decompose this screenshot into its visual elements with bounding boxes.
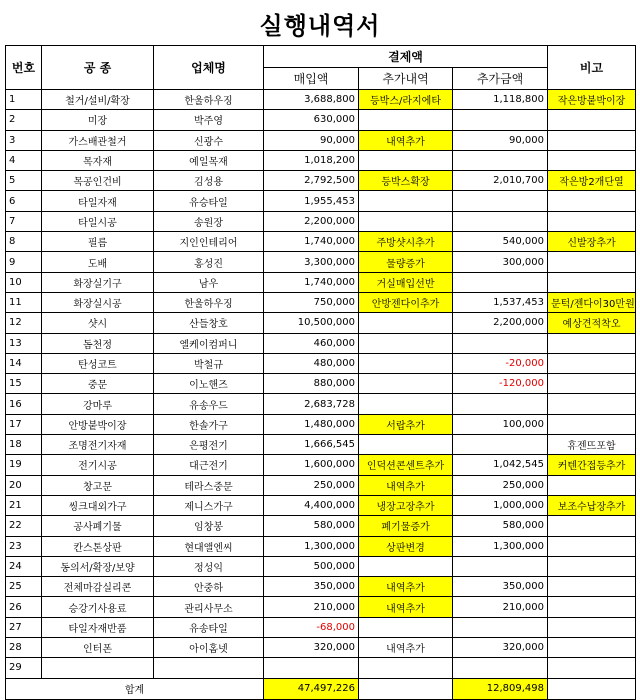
row-add-detail: 상판변경: [359, 536, 453, 556]
table-row: [6, 394, 636, 414]
row-number: 11: [6, 292, 42, 312]
table-row: [6, 516, 636, 536]
row-company: 관리사무소: [154, 597, 264, 617]
row-company: 제니스가구: [154, 495, 264, 515]
table-row: [6, 414, 636, 434]
row-add-detail: 주방샷시추가: [359, 232, 453, 252]
row-purchase: 2,200,000: [264, 211, 359, 231]
row-add-amount: [453, 556, 548, 576]
row-purchase: 210,000: [264, 597, 359, 617]
row-company: 홍성진: [154, 252, 264, 272]
row-purchase: 1,740,000: [264, 232, 359, 252]
row-number: 24: [6, 556, 42, 576]
total-label: 합계: [6, 678, 264, 699]
row-purchase: 2,683,728: [264, 394, 359, 414]
row-add-amount: [453, 110, 548, 130]
row-number: 21: [6, 495, 42, 515]
row-number: 14: [6, 353, 42, 373]
row-note: [548, 577, 636, 597]
row-purchase: 320,000: [264, 638, 359, 658]
row-company: 박주영: [154, 110, 264, 130]
row-trade: 탄성코트: [42, 353, 154, 373]
row-add-detail: 내역추가: [359, 597, 453, 617]
row-trade: 전체마감실리콘: [42, 577, 154, 597]
row-number: 1: [6, 90, 42, 110]
row-note: [548, 353, 636, 373]
row-purchase: 880,000: [264, 374, 359, 394]
table-row: [6, 110, 636, 130]
table-row: [6, 130, 636, 150]
row-number: 6: [6, 191, 42, 211]
table-row: [6, 313, 636, 333]
row-note: [548, 130, 636, 150]
row-company: 송원장: [154, 211, 264, 231]
row-trade: 창고문: [42, 475, 154, 495]
row-add-detail: 인덕션콘센트추가: [359, 455, 453, 475]
table-row: [6, 252, 636, 272]
row-trade: 타일시공: [42, 211, 154, 231]
total-row: [6, 678, 636, 699]
row-add-amount: 2,010,700: [453, 171, 548, 191]
row-add-detail: [359, 110, 453, 130]
row-add-detail: [359, 211, 453, 231]
row-add-amount: [453, 333, 548, 353]
row-company: 은평전기: [154, 435, 264, 455]
row-trade: 필름: [42, 232, 154, 252]
row-add-amount: 320,000: [453, 638, 548, 658]
row-number: 18: [6, 435, 42, 455]
row-company: 정성익: [154, 556, 264, 576]
row-company: 예일목재: [154, 150, 264, 170]
table-row: [6, 232, 636, 252]
row-note: [548, 191, 636, 211]
row-company: 신광수: [154, 130, 264, 150]
row-add-detail: 내역추가: [359, 577, 453, 597]
table-row: [6, 171, 636, 191]
row-add-detail: 내역추가: [359, 638, 453, 658]
row-company: 지인인테리어: [154, 232, 264, 252]
row-note: [548, 658, 636, 678]
row-add-amount: -120,000: [453, 374, 548, 394]
row-company: 한울하우징: [154, 90, 264, 110]
row-add-detail: [359, 333, 453, 353]
header-add-amount: 추가금액: [453, 68, 548, 90]
expense-table: [5, 45, 636, 700]
row-purchase: 630,000: [264, 110, 359, 130]
row-trade: 공사폐기물: [42, 516, 154, 536]
row-note: 휴젠뜨포함: [548, 435, 636, 455]
row-note: 보조수납장추가: [548, 495, 636, 515]
row-trade: 타일자재: [42, 191, 154, 211]
header-trade: 공 종: [42, 46, 154, 90]
row-add-amount: [453, 272, 548, 292]
row-note: 작은방2개단열: [548, 171, 636, 191]
header-purchase: 매입액: [264, 68, 359, 90]
row-number: 20: [6, 475, 42, 495]
row-company: 한울하우징: [154, 292, 264, 312]
row-company: 남우: [154, 272, 264, 292]
row-note: [548, 556, 636, 576]
row-trade: 목자재: [42, 150, 154, 170]
row-note: [548, 374, 636, 394]
row-trade: 강마루: [42, 394, 154, 414]
row-number: 7: [6, 211, 42, 231]
row-company: 안중하: [154, 577, 264, 597]
row-number: 17: [6, 414, 42, 434]
row-add-amount: 580,000: [453, 516, 548, 536]
row-purchase: 480,000: [264, 353, 359, 373]
row-number: 9: [6, 252, 42, 272]
table-row: [6, 455, 636, 475]
row-purchase: 460,000: [264, 333, 359, 353]
table-row: [6, 475, 636, 495]
row-add-amount: 90,000: [453, 130, 548, 150]
row-note: [548, 333, 636, 353]
row-company: 아이홈넷: [154, 638, 264, 658]
table-row: [6, 292, 636, 312]
row-trade: 안방붙박이장: [42, 414, 154, 434]
row-note: [548, 617, 636, 637]
table-row: [6, 536, 636, 556]
row-add-detail: [359, 617, 453, 637]
row-note: [548, 394, 636, 414]
row-purchase: -68,000: [264, 617, 359, 637]
row-note: [548, 516, 636, 536]
row-trade: 동의서/확장/보양: [42, 556, 154, 576]
row-note: [548, 211, 636, 231]
header-add-detail: 추가내역: [359, 68, 453, 90]
row-purchase: [264, 658, 359, 678]
row-trade: 전기시공: [42, 455, 154, 475]
row-purchase: 250,000: [264, 475, 359, 495]
row-add-detail: [359, 394, 453, 414]
row-purchase: 500,000: [264, 556, 359, 576]
table-row: [6, 495, 636, 515]
row-add-amount: [453, 617, 548, 637]
row-trade: 중문: [42, 374, 154, 394]
table-row: [6, 191, 636, 211]
row-add-detail: [359, 658, 453, 678]
table-row: [6, 658, 636, 678]
row-purchase: 580,000: [264, 516, 359, 536]
page-title: 실행내역서: [259, 12, 381, 40]
row-number: 3: [6, 130, 42, 150]
row-company: 이노핸즈: [154, 374, 264, 394]
row-add-detail: 냉장고장추가: [359, 495, 453, 515]
table-body: [6, 90, 636, 679]
row-purchase: 750,000: [264, 292, 359, 312]
row-note: [548, 150, 636, 170]
total-detail-cell: [359, 678, 453, 699]
row-note: [548, 272, 636, 292]
row-company: 유송우드: [154, 394, 264, 414]
row-add-amount: [453, 211, 548, 231]
row-add-detail: [359, 313, 453, 333]
row-purchase: 1,300,000: [264, 536, 359, 556]
table-row: [6, 435, 636, 455]
row-number: 25: [6, 577, 42, 597]
row-purchase: 4,400,000: [264, 495, 359, 515]
row-note: 문턱/젠다이30만원: [548, 292, 636, 312]
table-row: [6, 638, 636, 658]
table-row: [6, 353, 636, 373]
table-row: [6, 597, 636, 617]
row-company: 테라스중문: [154, 475, 264, 495]
row-trade: 가스배관철거: [42, 130, 154, 150]
row-note: [548, 475, 636, 495]
row-number: 4: [6, 150, 42, 170]
row-add-detail: 안방젠다이추가: [359, 292, 453, 312]
row-note: [548, 252, 636, 272]
row-add-detail: [359, 353, 453, 373]
row-trade: [42, 658, 154, 678]
row-trade: 목공인건비: [42, 171, 154, 191]
row-add-amount: [453, 435, 548, 455]
row-add-amount: 1,118,800: [453, 90, 548, 110]
row-add-amount: -20,000: [453, 353, 548, 373]
row-trade: 씽크대외가구: [42, 495, 154, 515]
row-add-detail: 거실매입선반: [359, 272, 453, 292]
header-no: 번호: [6, 46, 42, 90]
row-note: [548, 110, 636, 130]
total-purchase: 47,497,226: [264, 678, 359, 699]
row-add-detail: 서랍추가: [359, 414, 453, 434]
table-row: [6, 577, 636, 597]
row-add-amount: 1,300,000: [453, 536, 548, 556]
row-company: 유승타일: [154, 191, 264, 211]
row-company: 한솔가구: [154, 414, 264, 434]
row-add-amount: 300,000: [453, 252, 548, 272]
row-trade: 철거/설비/확장: [42, 90, 154, 110]
row-purchase: 1,955,453: [264, 191, 359, 211]
row-number: 16: [6, 394, 42, 414]
total-note-cell: [548, 678, 636, 699]
row-note: 신발장추가: [548, 232, 636, 252]
row-add-detail: 내역추가: [359, 475, 453, 495]
row-trade: 화장실시공: [42, 292, 154, 312]
row-add-detail: [359, 435, 453, 455]
row-add-detail: [359, 374, 453, 394]
table-row: [6, 272, 636, 292]
row-purchase: 90,000: [264, 130, 359, 150]
row-add-detail: 내역추가: [359, 130, 453, 150]
row-add-amount: 1,042,545: [453, 455, 548, 475]
header-note: 비고: [548, 46, 636, 90]
row-add-detail: [359, 191, 453, 211]
row-trade: 도배: [42, 252, 154, 272]
row-note: [548, 638, 636, 658]
row-purchase: 1,740,000: [264, 272, 359, 292]
row-add-amount: 100,000: [453, 414, 548, 434]
row-number: 26: [6, 597, 42, 617]
row-trade: 조명전기자재: [42, 435, 154, 455]
table-row: [6, 617, 636, 637]
row-note: [548, 536, 636, 556]
row-add-amount: 250,000: [453, 475, 548, 495]
row-add-amount: 350,000: [453, 577, 548, 597]
row-purchase: 1,018,200: [264, 150, 359, 170]
row-note: 예상견적착오: [548, 313, 636, 333]
row-number: 27: [6, 617, 42, 637]
row-number: 29: [6, 658, 42, 678]
row-purchase: 2,792,500: [264, 171, 359, 191]
row-company: 산들창호: [154, 313, 264, 333]
row-number: 2: [6, 110, 42, 130]
row-add-amount: 2,200,000: [453, 313, 548, 333]
row-add-amount: [453, 191, 548, 211]
row-company: 유송타일: [154, 617, 264, 637]
row-add-detail: [359, 556, 453, 576]
total-amount: 12,809,498: [453, 678, 548, 699]
row-purchase: 350,000: [264, 577, 359, 597]
row-trade: 인터폰: [42, 638, 154, 658]
row-trade: 돔천정: [42, 333, 154, 353]
row-trade: 샷시: [42, 313, 154, 333]
row-company: 박철규: [154, 353, 264, 373]
row-note: [548, 597, 636, 617]
row-add-detail: [359, 150, 453, 170]
row-note: [548, 414, 636, 434]
row-number: 12: [6, 313, 42, 333]
row-trade: 화장실기구: [42, 272, 154, 292]
row-trade: 미장: [42, 110, 154, 130]
row-add-amount: 1,537,453: [453, 292, 548, 312]
row-company: 엘케이컴퍼니: [154, 333, 264, 353]
row-purchase: 1,480,000: [264, 414, 359, 434]
row-company: [154, 658, 264, 678]
row-number: 15: [6, 374, 42, 394]
row-number: 28: [6, 638, 42, 658]
row-number: 23: [6, 536, 42, 556]
row-company: 임창봉: [154, 516, 264, 536]
row-add-amount: 1,000,000: [453, 495, 548, 515]
table-row: [6, 150, 636, 170]
row-number: 10: [6, 272, 42, 292]
row-note: 커텐간접등추가: [548, 455, 636, 475]
table-row: [6, 333, 636, 353]
row-company: 현대앨엔씨: [154, 536, 264, 556]
header-company: 업체명: [154, 46, 264, 90]
table-row: [6, 211, 636, 231]
row-purchase: 1,600,000: [264, 455, 359, 475]
row-number: 22: [6, 516, 42, 536]
row-add-detail: 등박스/라지에타: [359, 90, 453, 110]
table-row: [6, 556, 636, 576]
row-trade: 승강기사용료: [42, 597, 154, 617]
row-company: 대근전기: [154, 455, 264, 475]
row-note: 작은방붙박이장: [548, 90, 636, 110]
row-add-detail: 물량증가: [359, 252, 453, 272]
row-add-detail: 등박스확장: [359, 171, 453, 191]
row-purchase: 10,500,000: [264, 313, 359, 333]
row-add-amount: [453, 394, 548, 414]
row-trade: 칸스톤상판: [42, 536, 154, 556]
header-payment: 결제액: [264, 46, 548, 68]
row-purchase: 1,666,545: [264, 435, 359, 455]
row-company: 김성용: [154, 171, 264, 191]
row-add-detail: 폐기물증가: [359, 516, 453, 536]
table-row: [6, 374, 636, 394]
table-row: [6, 90, 636, 110]
row-number: 19: [6, 455, 42, 475]
row-number: 8: [6, 232, 42, 252]
row-number: 13: [6, 333, 42, 353]
row-number: 5: [6, 171, 42, 191]
row-purchase: 3,300,000: [264, 252, 359, 272]
row-add-amount: 210,000: [453, 597, 548, 617]
row-add-amount: [453, 150, 548, 170]
row-trade: 타일자재반품: [42, 617, 154, 637]
row-add-amount: 540,000: [453, 232, 548, 252]
row-add-amount: [453, 658, 548, 678]
row-purchase: 3,688,800: [264, 90, 359, 110]
